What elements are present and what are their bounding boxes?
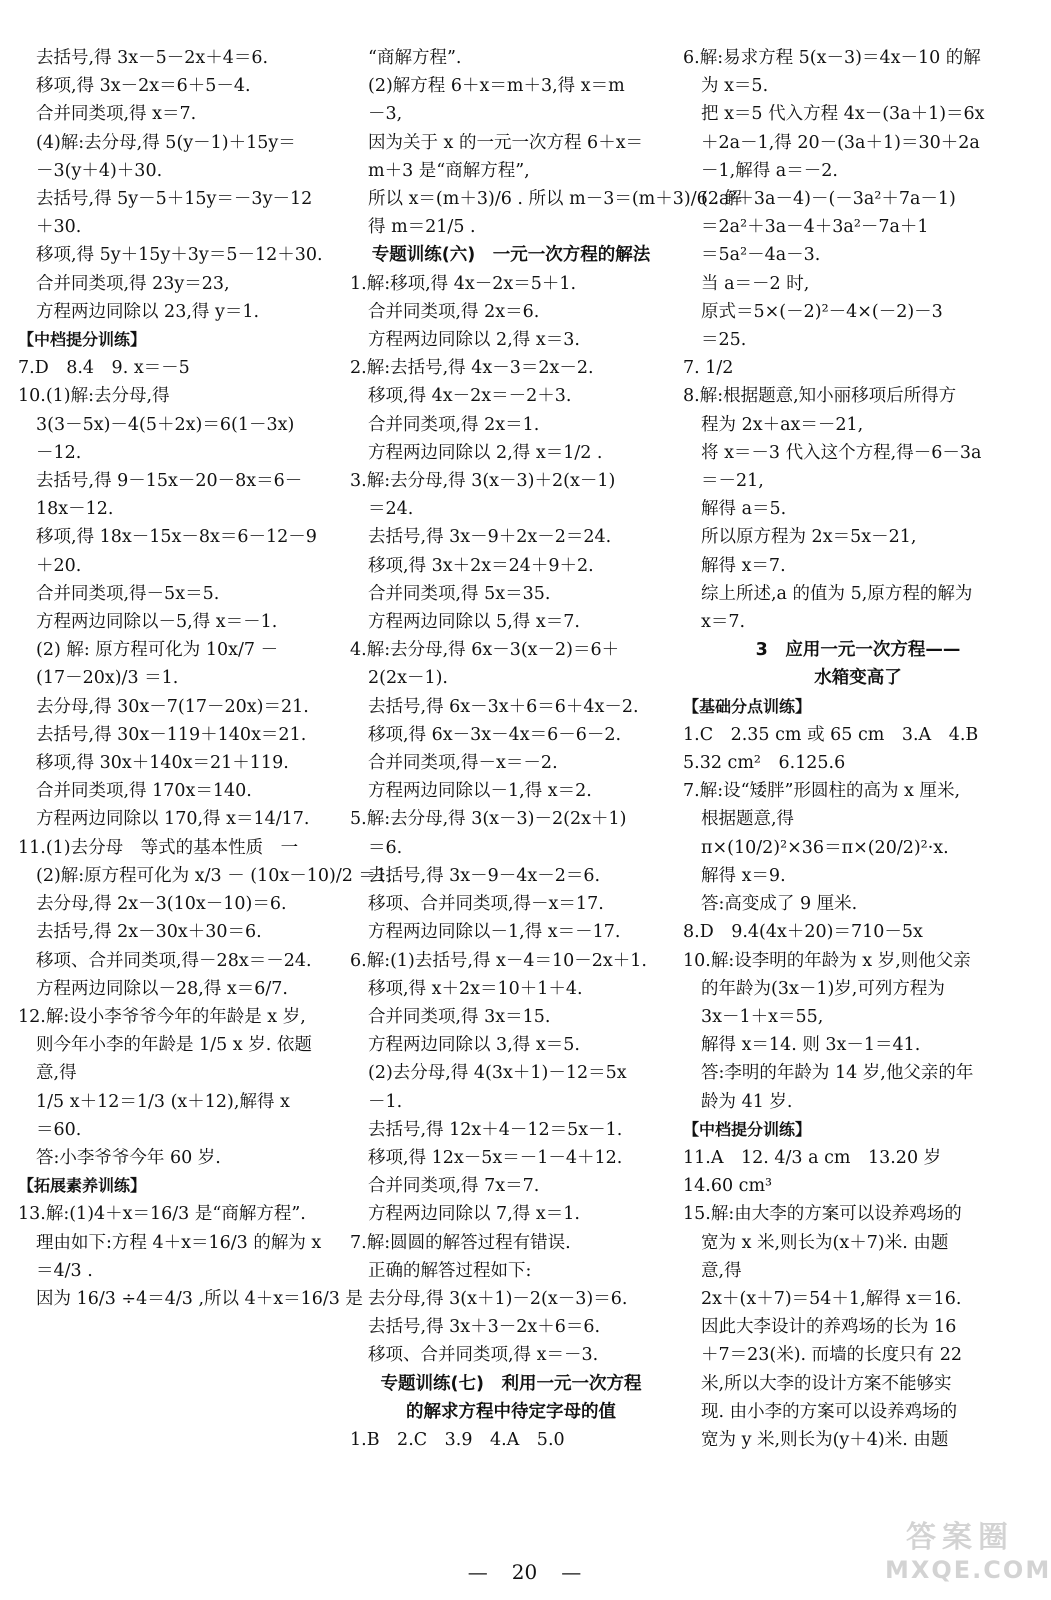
answer-line: 合并同类项,得－5x＝5. [36, 583, 220, 604]
answer-line: 合并同类项,得 7x＝7. [368, 1176, 540, 1197]
answer-line: 2(2x－1). [368, 668, 448, 689]
answer-line: “商解方程”. [368, 48, 462, 68]
answer-line: 理由如下:方程 4＋x＝16/3 的解为 x [36, 1232, 322, 1253]
answer-line: 解得 x＝14. 则 3x－1＝41. [701, 1035, 921, 1056]
answer-line: 6.解:易求方程 5(x－3)＝4x－10 的解 [683, 48, 981, 68]
answer-line: 意,得 [36, 1063, 77, 1084]
answer-line: (4)解:去分母,得 5(y－1)＋15y＝ [36, 132, 296, 153]
answer-line: 去分母,得 30x－7(17－20x)＝21. [36, 696, 309, 717]
answer-line: 4.解:去分母,得 6x－3(x－2)＝6＋ [350, 640, 620, 661]
answer-line: (2)解方程 6＋x＝m＋3,得 x＝m [368, 76, 625, 97]
answer-line: 方程两边同除以－5,得 x＝－1. [36, 612, 278, 633]
answer-line: 方程两边同除以 3,得 x＝5. [368, 1035, 580, 1056]
answer-line: 所以 x＝(m＋3)/6 . 所以 m－3＝(m＋3)/6 . 解 [368, 189, 742, 210]
answer-line: 合并同类项,得 5x＝35. [368, 583, 551, 604]
answer-line: 1.B 2.C 3.9 4.A 5.0 [350, 1429, 565, 1450]
answer-line: 移项,得 4x－2x＝－2＋3. [368, 386, 572, 407]
answer-line: 合并同类项,得 2x＝1. [368, 414, 540, 435]
section-heading: 专题训练(六) 一元一次方程的解法 [371, 245, 651, 266]
answer-line: ＋7＝23(米). 而墙的长度只有 22 [701, 1345, 963, 1366]
answer-line: 去括号,得 5y－5＋15y＝－3y－12 [36, 189, 313, 210]
answer-line: 米,所以大李的设计方案不能够实 [701, 1373, 952, 1394]
answer-line: 方程两边同除以 2,得 x＝1/2 . [368, 442, 603, 463]
answer-line: 解得 a＝5. [701, 499, 787, 520]
answer-line: 3.解:去分母,得 3(x－3)＋2(x－1) [350, 471, 616, 492]
answer-line: 去括号,得 12x＋4－12＝5x－1. [368, 1119, 623, 1140]
answer-line: 为 x＝5. [701, 76, 769, 97]
answer-line: 方程两边同除以－28,得 x＝6/7. [36, 978, 288, 999]
answer-line: 方程两边同除以－1,得 x＝－17. [368, 922, 621, 943]
answer-line: 移项,得 3x－2x＝6＋5－4. [36, 76, 251, 97]
answer-line: 1.C 2.35 cm 或 65 cm 3.A 4.B [683, 724, 979, 745]
answer-line: π×(10/2)²×36＝π×(20/2)²·x. [701, 837, 949, 858]
answer-line: －3, [368, 104, 403, 125]
answer-line: 去括号,得 30x－119＋140x＝21. [36, 724, 307, 745]
section-heading: 【拓展素养训练】 [18, 1176, 147, 1196]
answer-line: 18x－12. [36, 499, 114, 520]
answer-line: 的年龄为(3x－1)岁,可列方程为 [701, 978, 945, 999]
answer-line: 合并同类项,得 23y＝23, [36, 273, 230, 294]
answer-line: ＋30. [36, 217, 82, 238]
answer-line: －12. [36, 442, 82, 463]
answer-line: 根据题意,得 [701, 809, 795, 830]
answer-line: 方程两边同除以 23,得 y＝1. [36, 301, 260, 322]
page-number-value: 20 [511, 1560, 538, 1584]
answer-line: 去括号,得 3x＋3－2x＋6＝6. [368, 1317, 601, 1338]
answer-line: 程为 2x＋ax＝－21, [701, 414, 864, 435]
section-heading: 的解求方程中待定字母的值 [406, 1401, 616, 1422]
answer-line: 11.(1)去分母 等式的基本性质 一 [18, 837, 299, 858]
answer-line: 当 a＝－2 时, [701, 273, 810, 294]
answer-line: 移项,得 6x－3x－4x＝6－6－2. [368, 724, 622, 745]
section-heading: 3 应用一元一次方程—— [755, 640, 961, 661]
answer-line: 合并同类项,得 170x＝140. [36, 781, 252, 802]
answer-line: 移项,得 x＋2x＝10＋1＋4. [368, 978, 583, 999]
answer-line: (2)解:原方程可化为 x/3 － (10x－10)/2 ＝1. [36, 865, 393, 886]
answer-line: 原式＝5×(－2)²－4×(－2)－3 [701, 301, 943, 322]
answer-line: 2x＋(x＋7)＝54＋1,解得 x＝16. [701, 1288, 962, 1309]
answer-line: －1. [368, 1091, 403, 1112]
answer-line: 去括号,得 6x－3x＋6＝6＋4x－2. [368, 696, 639, 717]
dash-right: — [561, 1560, 582, 1584]
answer-line: 合并同类项,得 3x＝15. [368, 1006, 551, 1027]
answer-column-1 [18, 44, 393, 1313]
answer-line: ＝2a²＋3a－4＋3a²－7a＋1 [701, 217, 929, 238]
answer-line: 所以原方程为 2x＝5x－21, [701, 527, 917, 548]
dash-left: — [467, 1560, 488, 1584]
answer-line: 因为关于 x 的一元一次方程 6＋x＝ [368, 132, 644, 153]
answer-line: (2a²＋3a－4)－(－3a²＋7a－1) [701, 189, 956, 210]
answer-line: 方程两边同除以 5,得 x＝7. [368, 612, 580, 633]
answer-line: 10.解:设李明的年龄为 x 岁,则他父亲 [683, 950, 971, 971]
answer-line: 解得 x＝9. [701, 865, 786, 886]
answer-line: 则今年小李的年龄是 1/5 x 岁. 依题 [36, 1035, 312, 1056]
answer-line: 去括号,得 2x－30x＋30＝6. [36, 922, 262, 943]
answer-line: 8.D 9.4(4x＋20)＝710－5x [683, 922, 923, 943]
answer-column-3 [683, 44, 1033, 1454]
answer-line: 合并同类项,得 2x＝6. [368, 301, 540, 322]
answer-line: (17－20x)/3 ＝1. [36, 668, 179, 689]
answer-line: 去括号,得 3x－9－4x－2＝6. [368, 865, 601, 886]
answer-line: 方程两边同除以 2,得 x＝3. [368, 330, 580, 351]
answer-line: 去括号,得 3x－9＋2x－2＝24. [368, 527, 612, 548]
answer-line: ＋20. [36, 555, 82, 576]
answer-line: 7. 1/2 [683, 358, 734, 379]
section-heading: 【中档提分训练】 [683, 1119, 812, 1139]
answer-line: 合并同类项,得 x＝7. [36, 104, 197, 125]
answer-line: 12.解:设小李爷爷今年的年龄是 x 岁, [18, 1006, 306, 1027]
answer-line: 答:高变成了 9 厘米. [701, 894, 858, 915]
watermark-line2: MXQE.COM [885, 1556, 1051, 1584]
answer-line: 7.D 8.4 9. x＝－5 [18, 358, 190, 379]
section-heading: 水箱变高了 [814, 668, 902, 689]
answer-line: 将 x＝－3 代入这个方程,得－6－3a [701, 442, 982, 463]
answer-line: 把 x＝5 代入方程 4x－(3a＋1)＝6x [701, 104, 985, 125]
answer-line: 移项,得 5y＋15y＋3y＝5－12＋30. [36, 245, 323, 266]
answer-line: 去括号,得 9－15x－20－8x＝6－ [36, 471, 303, 492]
answer-line: 5.解:去分母,得 3(x－3)－2(2x＋1) [350, 809, 627, 830]
answer-line: 去括号,得 3x－5－2x＋4＝6. [36, 48, 269, 68]
answer-line: 3x－1＋x＝55, [701, 1006, 824, 1027]
answer-line: 正确的解答过程如下: [368, 1260, 532, 1281]
answer-line: 1.解:移项,得 4x－2x＝5＋1. [350, 273, 577, 294]
answer-line: 解得 x＝7. [701, 555, 786, 576]
answer-line: －1,解得 a＝－2. [701, 160, 838, 181]
answer-line: 10.(1)解:去分母,得 [18, 386, 170, 407]
answer-line: 15.解:由大李的方案可以设养鸡场的 [683, 1204, 962, 1225]
answer-line: 答:李明的年龄为 14 岁,他父亲的年 [701, 1063, 974, 1084]
answer-line: 现. 由小李的方案可以设养鸡场的 [701, 1401, 958, 1422]
answer-line: ＝60. [36, 1119, 82, 1140]
answer-line: m＋3 是“商解方程”, [368, 160, 530, 181]
answer-line: －3(y＋4)＋30. [36, 160, 163, 181]
watermark-logo [885, 1512, 1051, 1590]
answer-line: 意,得 [701, 1260, 742, 1281]
answer-line: 合并同类项,得－x＝－2. [368, 753, 558, 774]
answer-line: 宽为 y 米,则长为(y＋4)米. 由题 [701, 1429, 949, 1450]
answer-line: (2)去分母,得 4(3x＋1)－12＝5x [368, 1063, 627, 1084]
answer-line: ＝24. [368, 499, 414, 520]
answer-line: 7.解:设“矮胖”形圆柱的高为 x 厘米, [683, 781, 961, 802]
section-heading: 【中档提分训练】 [18, 330, 147, 350]
answer-line: 方程两边同除以 7,得 x＝1. [368, 1204, 580, 1225]
answer-line: 移项、合并同类项,得 x＝－3. [368, 1345, 599, 1366]
answer-line: 移项,得 30x＋140x＝21＋119. [36, 753, 289, 774]
answer-line: 方程两边同除以 170,得 x＝14/17. [36, 809, 310, 830]
answer-line: 去分母,得 2x－3(10x－10)＝6. [36, 894, 287, 915]
answer-line: ＝25. [701, 330, 747, 351]
answer-line: 移项,得 3x＋2x＝24＋9＋2. [368, 555, 594, 576]
answer-line: 3(3－5x)－4(5＋2x)＝6(1－3x) [36, 414, 295, 435]
answer-line: 综上所述,a 的值为 5,原方程的解为 [701, 583, 973, 604]
answer-line: ＝6. [368, 837, 403, 858]
answer-line: 因为 16/3 ÷4＝4/3 ,所以 4＋x＝16/3 是 [36, 1288, 363, 1309]
answer-line: ＝－21, [701, 471, 764, 492]
answer-line: 8.解:根据题意,知小丽移项后所得方 [683, 386, 957, 407]
answer-line: 移项,得 18x－15x－8x＝6－12－9 [36, 527, 317, 548]
answer-line: 14.60 cm³ [683, 1176, 773, 1197]
answer-line: 移项、合并同类项,得－28x＝－24. [36, 950, 312, 971]
answer-line: ＋2a－1,得 20－(3a＋1)＝30＋2a [701, 132, 980, 153]
answer-line: 答:小李爷爷今年 60 岁. [36, 1147, 221, 1168]
answer-line: 2.解:去括号,得 4x－3＝2x－2. [350, 358, 594, 379]
answer-line: 方程两边同除以－1,得 x＝2. [368, 781, 592, 802]
answer-line: 7.解:圆圆的解答过程有错误. [350, 1232, 571, 1253]
answer-line: (2) 解: 原方程可化为 10x/7 － [36, 640, 279, 661]
answer-line: 5.32 cm² 6.125.6 [683, 753, 846, 774]
section-heading: 专题训练(七) 利用一元一次方程 [380, 1373, 642, 1394]
watermark-line1: 答案圈 [906, 1520, 1014, 1555]
answer-line: ＝4/3 . [36, 1260, 93, 1281]
answer-line: 宽为 x 米,则长为(x＋7)米. 由题 [701, 1232, 949, 1253]
answer-line: 1/5 x＋12＝1/3 (x＋12),解得 x [36, 1091, 290, 1112]
answer-line: 6.解:(1)去括号,得 x－4＝10－2x＋1. [350, 950, 647, 971]
answer-line: 因此大李设计的养鸡场的长为 16 [701, 1317, 957, 1338]
answer-line: 13.解:(1)4＋x＝16/3 是“商解方程”. [18, 1204, 306, 1225]
section-heading: 【基础分点训练】 [683, 696, 812, 716]
answer-line: 移项、合并同类项,得－x＝17. [368, 894, 604, 915]
answer-line: 移项,得 12x－5x＝－1－4＋12. [368, 1147, 623, 1168]
answer-line: x＝7. [701, 612, 746, 633]
answer-line: 11.A 12. 4/3 a cm 13.20 岁 [683, 1147, 942, 1168]
answer-line: 去分母,得 3(x＋1)－2(x－3)＝6. [368, 1288, 628, 1309]
answer-line: 龄为 41 岁. [701, 1091, 793, 1112]
answer-line: ＝5a²－4a－3. [701, 245, 821, 266]
answer-line: 得 m＝21/5 . [368, 217, 476, 238]
